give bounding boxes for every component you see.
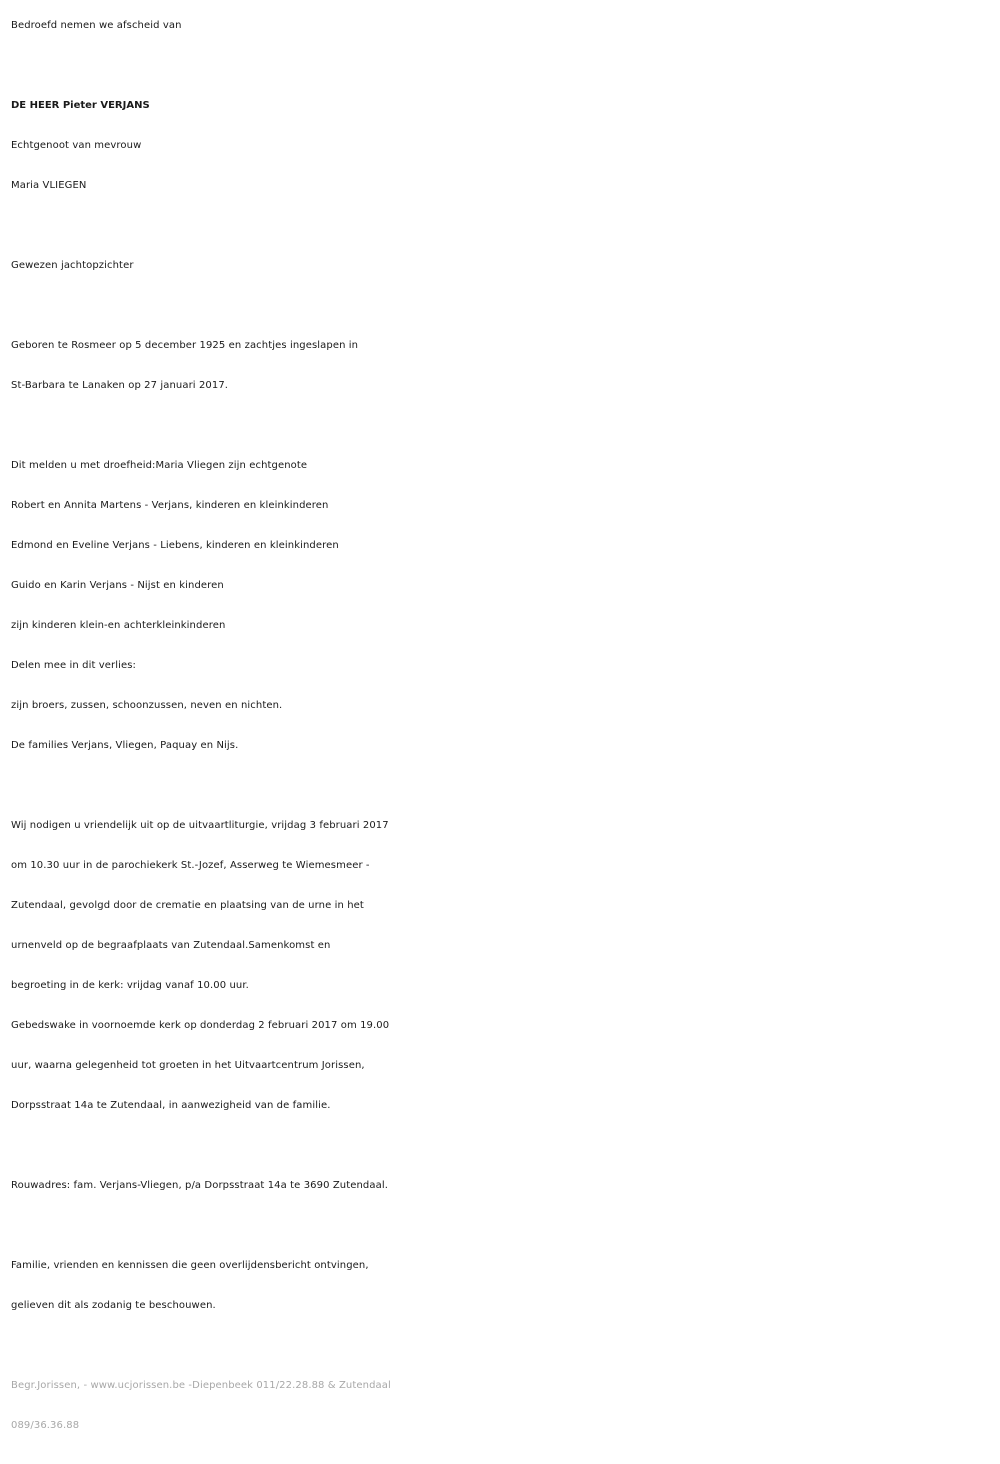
spouse-line: Echtgenoot van mevrouw — [11, 140, 142, 151]
ceremony-line: uur, waarna gelegenheid tot groeten in het Uitvaartcentrum Jorissen, — [11, 1060, 365, 1071]
occupation-text: Gewezen jachtopzichter — [11, 260, 134, 271]
intro-text: Bedroefd nemen we afscheid van — [11, 20, 182, 31]
deceased-name: DE HEER Pieter VERJANS — [11, 100, 150, 111]
footer-line: 089/36.36.88 — [11, 1420, 80, 1431]
footer-block — [11, 1366, 996, 1446]
address-block — [11, 1166, 996, 1206]
family-line: zijn kinderen klein-en achterkleinkinderen — [11, 620, 226, 631]
ceremony-line: om 10.30 uur in de parochiekerk St.-Jozef, Asserweg te Wiemesmeer - — [11, 860, 370, 871]
family-line: Delen mee in dit verlies: — [11, 660, 137, 671]
family-line: Dit melden u met droefheid:Maria Vliegen zijn echtgenote — [11, 460, 308, 471]
birth-death-line: St-Barbara te Lanaken op 27 januari 2017. — [11, 380, 229, 391]
family-line: Edmond en Eveline Verjans - Liebens, kinderen en kleinkinderen — [11, 540, 339, 551]
ceremony-line: Gebedswake in voornoemde kerk op donderdag 2 februari 2017 om 19.00 — [11, 1020, 390, 1031]
spouse-line: Maria VLIEGEN — [11, 180, 87, 191]
ceremony-line: Wij nodigen u vriendelijk uit op de uitvaartliturgie, vrijdag 3 februari 2017 — [11, 820, 389, 831]
ceremony-line: Dorpsstraat 14a te Zutendaal, in aanwezigheid van de familie. — [11, 1100, 331, 1111]
family-line: Robert en Annita Martens - Verjans, kinderen en kleinkinderen — [11, 500, 329, 511]
ceremony-line: urnenveld op de begraafplaats van Zutendaal.Samenkomst en — [11, 940, 331, 951]
ceremony-line: Zutendaal, gevolgd door de crematie en plaatsing van de urne in het — [11, 900, 364, 911]
family-line: Guido en Karin Verjans - Nijst en kinderen — [11, 580, 224, 591]
family-line: zijn broers, zussen, schoonzussen, neven en nichten. — [11, 700, 283, 711]
birth-death-block — [11, 326, 996, 406]
footer-line: Begr.Jorissen, - www.ucjorissen.be -Diepenbeek 011/22.28.88 & Zutendaal — [11, 1380, 391, 1391]
family-line: De families Verjans, Vliegen, Paquay en Nijs. — [11, 740, 239, 751]
ceremony-line: begroeting in de kerk: vrijdag vanaf 10.00 uur. — [11, 980, 249, 991]
notice-block — [11, 1246, 996, 1326]
spouse-block — [11, 126, 996, 206]
mourning-address: Rouwadres: fam. Verjans-Vliegen, p/a Dorpsstraat 14a te 3690 Zutendaal. — [11, 1180, 388, 1191]
family-block — [11, 446, 996, 766]
birth-death-line: Geboren te Rosmeer op 5 december 1925 en zachtjes ingeslapen in — [11, 340, 359, 351]
ceremony-block — [11, 806, 996, 1126]
notice-line: Familie, vrienden en kennissen die geen overlijdensbericht ontvingen, — [11, 1260, 369, 1271]
notice-line: gelieven dit als zodanig te beschouwen. — [11, 1300, 216, 1311]
occupation-block — [11, 246, 996, 286]
death-notice — [11, 6, 996, 1446]
